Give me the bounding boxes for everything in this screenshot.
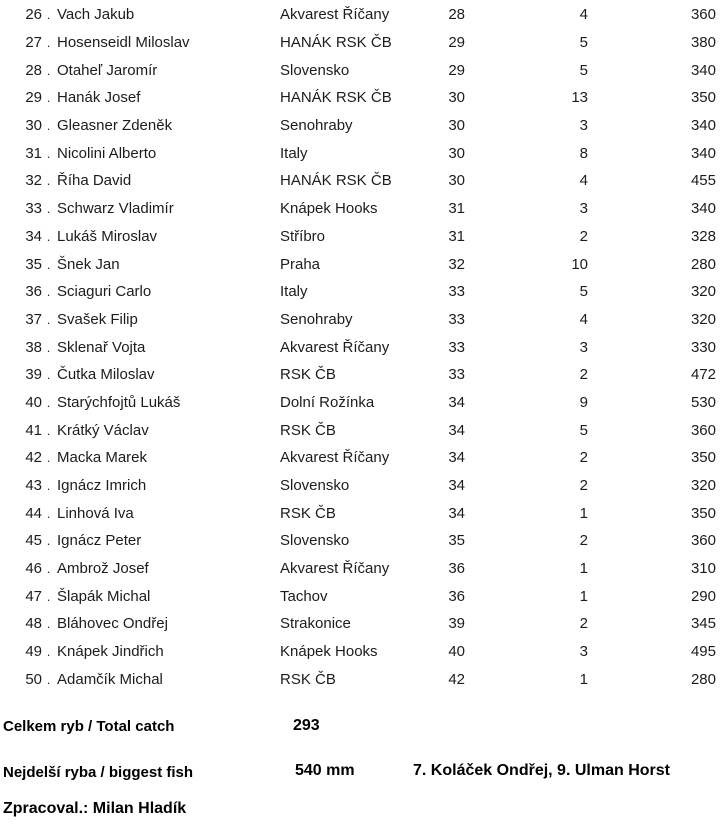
club-name: Tachov [280,587,328,605]
value-1-cell: 33 [448,338,465,356]
table-row [0,582,723,610]
competitor-name: Gleasner Zdeněk [57,117,173,135]
rank-cell: 39 [25,366,42,384]
competitor-name: Svašek Filip [57,310,138,328]
value-2-cell: 1 [579,670,588,688]
value-3-cell: 320 [690,283,716,301]
table-row [0,223,723,251]
club-name: HANÁK RSK ČB [280,172,392,190]
total-catch-label: Celkem ryb / Total catch [3,718,175,735]
competitor-name: Starýchfojtů Lukáš [57,393,181,411]
club-name: HANÁK RSK ČB [280,89,392,107]
rank-cell: 28 [25,61,42,79]
table-row [0,389,723,417]
rank-separator: . [46,394,51,410]
value-3-cell: 350 [690,504,716,522]
rank-cell: 27 [25,34,42,52]
value-3-cell: 320 [690,477,716,495]
rank-cell: 50 [25,670,42,688]
value-2-cell: 3 [579,643,588,661]
value-3-cell: 290 [690,587,716,605]
competitor-name: Vach Jakub [57,6,135,24]
value-3-cell: 320 [690,310,716,328]
club-name: Slovensko [280,477,350,495]
club-name: Akvarest Říčany [280,560,390,578]
value-3-cell: 280 [690,255,716,273]
rank-separator: . [46,367,51,383]
value-3-cell: 350 [690,89,716,107]
rank-separator: . [46,173,51,189]
value-1-cell: 34 [448,393,465,411]
rank-cell: 34 [25,227,42,245]
value-3-cell: 345 [690,615,716,633]
value-2-cell: 2 [579,449,588,467]
value-3-cell: 380 [690,34,716,52]
rank-cell: 36 [25,283,42,301]
competitor-name: Lukáš Miroslav [57,227,158,245]
value-1-cell: 40 [448,643,465,661]
table-row [0,112,723,140]
value-1-cell: 36 [448,560,465,578]
club-name: Slovensko [280,532,350,550]
value-2-cell: 3 [579,338,588,356]
club-name: Italy [280,144,308,162]
competitor-name: Adamčík Michal [57,670,163,688]
table-row [0,29,723,57]
competitor-name: Ignácz Peter [57,532,142,550]
rank-cell: 38 [25,338,42,356]
rank-separator: . [46,256,51,272]
club-name: Stříbro [280,227,326,245]
value-1-cell: 39 [448,615,465,633]
value-2-cell: 4 [579,310,588,328]
value-1-cell: 36 [448,587,465,605]
table-row [0,416,723,444]
value-3-cell: 360 [690,6,716,24]
value-1-cell: 42 [448,670,465,688]
value-3-cell: 340 [690,200,716,218]
table-row [0,1,723,29]
value-1-cell: 33 [448,366,465,384]
value-3-cell: 360 [690,532,716,550]
rank-separator: . [46,201,51,217]
value-2-cell: 5 [579,61,588,79]
club-name: Senohraby [280,310,353,328]
club-name: RSK ČB [280,366,336,384]
rank-cell: 49 [25,643,42,661]
club-name: Senohraby [280,117,353,135]
competitor-name: Nicolini Alberto [57,144,157,162]
rank-separator: . [46,284,51,300]
competitor-name: Ambrož Josef [57,560,149,578]
table-row [0,361,723,389]
value-1-cell: 30 [448,144,465,162]
value-1-cell: 32 [448,255,465,273]
club-name: Slovensko [280,61,350,79]
rank-separator: . [46,145,51,161]
table-row [0,472,723,500]
value-2-cell: 1 [579,560,588,578]
value-2-cell: 4 [579,6,588,24]
rank-cell: 46 [25,560,42,578]
club-name: Akvarest Říčany [280,6,390,24]
table-row [0,84,723,112]
value-3-cell: 495 [690,643,716,661]
value-1-cell: 31 [448,200,465,218]
competitor-name: Bláhovec Ondřej [57,615,168,633]
value-2-cell: 1 [579,504,588,522]
competitor-name: Hanák Josef [57,89,141,107]
rank-separator: . [46,533,51,549]
rank-cell: 31 [25,144,42,162]
biggest-fish-holders: 7. Koláček Ondřej, 9. Ulman Horst [413,762,670,779]
value-1-cell: 30 [448,172,465,190]
value-3-cell: 328 [690,227,716,245]
value-2-cell: 4 [579,172,588,190]
value-1-cell: 28 [448,6,465,24]
rank-separator: . [46,311,51,327]
rank-separator: . [46,339,51,355]
club-name: Akvarest Říčany [280,338,390,356]
rank-cell: 41 [25,421,42,439]
value-2-cell: 5 [579,421,588,439]
rank-separator: . [46,90,51,106]
value-3-cell: 340 [690,144,716,162]
value-3-cell: 280 [690,670,716,688]
table-row [0,499,723,527]
value-1-cell: 33 [448,310,465,328]
value-2-cell: 3 [579,200,588,218]
table-row [0,527,723,555]
value-2-cell: 5 [579,283,588,301]
rank-cell: 43 [25,477,42,495]
club-name: RSK ČB [280,504,336,522]
rank-cell: 42 [25,449,42,467]
rank-separator: . [46,671,51,687]
table-row [0,56,723,84]
value-2-cell: 3 [579,117,588,135]
rank-separator: . [46,644,51,660]
compiled-by-label: Zpracoval.: Milan Hladík [3,800,187,817]
club-name: Akvarest Říčany [280,449,390,467]
rank-cell: 37 [25,310,42,328]
table-row [0,444,723,472]
value-2-cell: 2 [579,615,588,633]
value-1-cell: 34 [448,421,465,439]
rank-cell: 32 [25,172,42,190]
competitor-name: Krátký Václav [57,421,149,439]
rank-cell: 47 [25,587,42,605]
biggest-fish-value: 540 mm [295,762,355,779]
results-table [0,1,723,693]
table-row [0,666,723,694]
value-2-cell: 2 [579,227,588,245]
rank-separator: . [46,118,51,134]
rank-separator: . [46,422,51,438]
competitor-name: Knápek Jindřich [57,643,164,661]
club-name: Dolní Rožínka [280,393,375,411]
club-name: HANÁK RSK ČB [280,34,392,52]
club-name: Knápek Hooks [280,643,378,661]
value-3-cell: 455 [690,172,716,190]
value-1-cell: 34 [448,504,465,522]
competitor-name: Macka Marek [57,449,148,467]
value-2-cell: 2 [579,366,588,384]
competitor-name: Hosenseidl Miloslav [57,34,190,52]
table-row [0,250,723,278]
club-name: Italy [280,283,308,301]
table-row [0,610,723,638]
rank-cell: 44 [25,504,42,522]
value-1-cell: 30 [448,117,465,135]
value-3-cell: 350 [690,449,716,467]
value-3-cell: 472 [690,366,716,384]
club-name: Praha [280,255,321,273]
value-2-cell: 2 [579,477,588,495]
rank-cell: 40 [25,393,42,411]
club-name: RSK ČB [280,421,336,439]
table-row [0,167,723,195]
rank-cell: 33 [25,200,42,218]
value-2-cell: 9 [579,393,588,411]
value-2-cell: 2 [579,532,588,550]
competitor-name: Otaheľ Jaromír [57,61,158,79]
competitor-name: Čutka Miloslav [57,366,155,384]
competitor-name: Ignácz Imrich [57,477,147,495]
value-1-cell: 29 [448,61,465,79]
competitor-name: Šlapák Michal [57,587,151,605]
value-3-cell: 330 [690,338,716,356]
rank-cell: 30 [25,117,42,135]
rank-separator: . [46,616,51,632]
table-row [0,555,723,583]
rank-separator: . [46,62,51,78]
value-1-cell: 30 [448,89,465,107]
competitor-name: Linhová Iva [57,504,134,522]
rank-cell: 35 [25,255,42,273]
table-row [0,278,723,306]
rank-separator: . [46,450,51,466]
table-row [0,333,723,361]
rank-separator: . [46,561,51,577]
table-row [0,139,723,167]
value-3-cell: 530 [690,393,716,411]
rank-separator: . [46,478,51,494]
rank-cell: 48 [25,615,42,633]
value-2-cell: 13 [571,89,588,107]
club-name: RSK ČB [280,670,336,688]
rank-separator: . [46,7,51,23]
competitor-name: Schwarz Vladimír [57,200,174,218]
club-name: Strakonice [280,615,351,633]
value-1-cell: 31 [448,227,465,245]
table-row [0,638,723,666]
rank-separator: . [46,588,51,604]
rank-cell: 45 [25,532,42,550]
rank-separator: . [46,228,51,244]
value-3-cell: 340 [690,61,716,79]
total-catch-value: 293 [293,717,320,734]
table-row [0,195,723,223]
competitor-name: Sciaguri Carlo [57,283,152,301]
value-3-cell: 360 [690,421,716,439]
rank-cell: 29 [25,89,42,107]
value-2-cell: 1 [579,587,588,605]
value-2-cell: 10 [571,255,588,273]
value-1-cell: 34 [448,449,465,467]
value-2-cell: 8 [579,144,588,162]
value-1-cell: 34 [448,477,465,495]
table-row [0,306,723,334]
value-1-cell: 29 [448,34,465,52]
value-2-cell: 5 [579,34,588,52]
rank-separator: . [46,505,51,521]
biggest-fish-label: Nejdelší ryba / biggest fish [3,764,194,781]
competitor-name: Říha David [57,172,132,190]
value-1-cell: 33 [448,283,465,301]
competitor-name: Sklenař Vojta [57,338,146,356]
rank-separator: . [46,35,51,51]
competitor-name: Šnek Jan [57,255,120,273]
value-3-cell: 340 [690,117,716,135]
value-3-cell: 310 [690,560,716,578]
club-name: Knápek Hooks [280,200,378,218]
value-1-cell: 35 [448,532,465,550]
rank-cell: 26 [25,6,42,24]
